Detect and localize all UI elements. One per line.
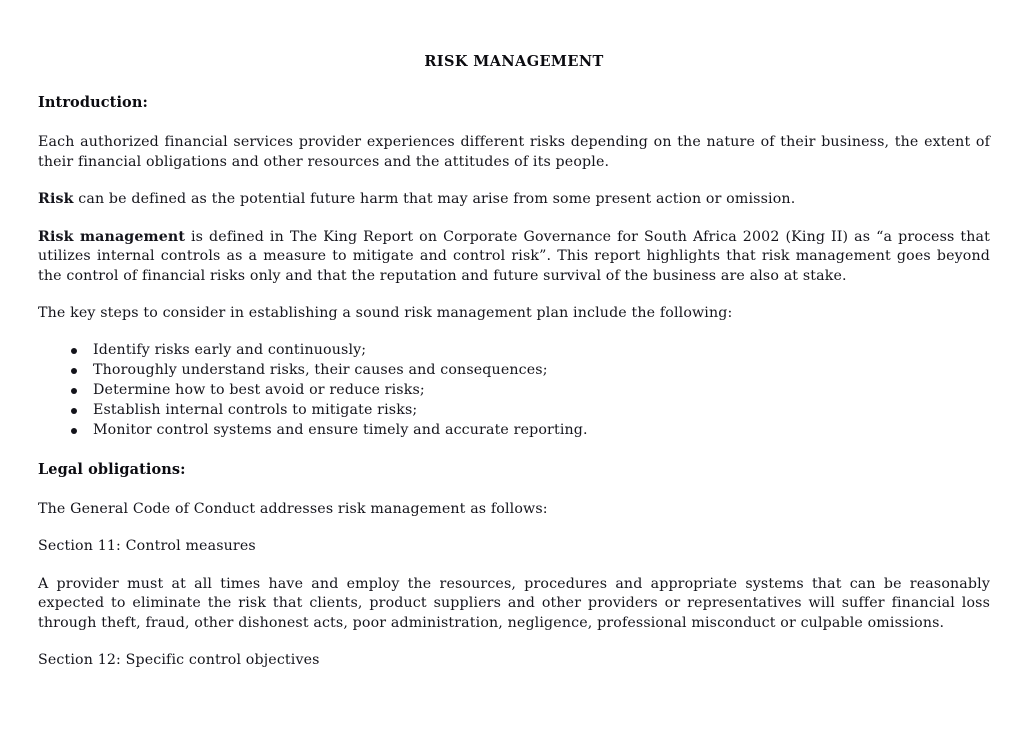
bullet-icon [71, 408, 77, 414]
heading-section-12: Section 12: Specific control objectives [38, 652, 320, 669]
key-steps-list [38, 340, 990, 441]
list-item [38, 380, 990, 400]
heading-legal-obligations: Legal obligations: [38, 460, 186, 478]
list-item [38, 360, 990, 380]
heading-introduction: Introduction: [38, 94, 148, 111]
bullet-icon [71, 428, 77, 434]
list-item-label: Establish internal controls to mitigate risks; [93, 402, 418, 419]
heading-section-11: Section 11: Control measures [38, 538, 256, 555]
paragraph-risk-definition-term: Risk [38, 191, 74, 207]
paragraph-risk-management-text: is defined in The King Report on Corporate Governance for South Africa 2002 (King II) as “a process that utilizes internal controls as a measure to mitigate and control risk”. This report highlights that risk management goes beyond the control of financial risks only and that the reputation and future survival of the business are also at stake. [38, 228, 990, 284]
list-item-label: Thoroughly understand risks, their causes and consequences; [93, 361, 548, 378]
page-title: RISK MANAGEMENT [424, 53, 604, 70]
list-item-label: Identify risks early and continuously; [93, 341, 367, 358]
bullet-icon [71, 348, 77, 354]
document-content [38, 0, 990, 671]
bullet-icon [71, 388, 77, 394]
paragraph-risk-management-term: Risk management [38, 228, 186, 245]
bullet-icon [71, 368, 77, 374]
paragraph-provider-must: A provider must at all times have and employ the resources, procedures and appropriate systems that can be reasonably expected to eliminate the risk that clients, product suppliers and other providers or representatives will suffer financial loss through theft, fraud, other dishonest acts, poor administration, negligence, professional misconduct or culpable omissions. [38, 575, 990, 631]
list-item-label: Determine how to best avoid or reduce risks; [93, 381, 425, 398]
list-item [38, 420, 990, 440]
list-item [38, 340, 990, 360]
paragraph-each-authorized-provider: Each authorized financial services provider experiences different risks depending on the nature of their business, the extent of their financial obligations and other resources and the attitudes of its people. [38, 134, 990, 170]
paragraph-risk-management-definition [38, 228, 990, 287]
paragraph-key-steps: The key steps to consider in establishing a sound risk management plan include the following: [38, 305, 733, 321]
list-item-label: Monitor control systems and ensure timely and accurate reporting. [93, 422, 588, 439]
paragraph-risk-definition-text: can be defined as the potential future harm that may arise from some present action or omission. [73, 191, 796, 207]
list-item [38, 400, 990, 420]
paragraph-general-code-of-conduct: The General Code of Conduct addresses risk management as follows: [38, 500, 548, 517]
paragraph-risk-definition [38, 190, 990, 210]
